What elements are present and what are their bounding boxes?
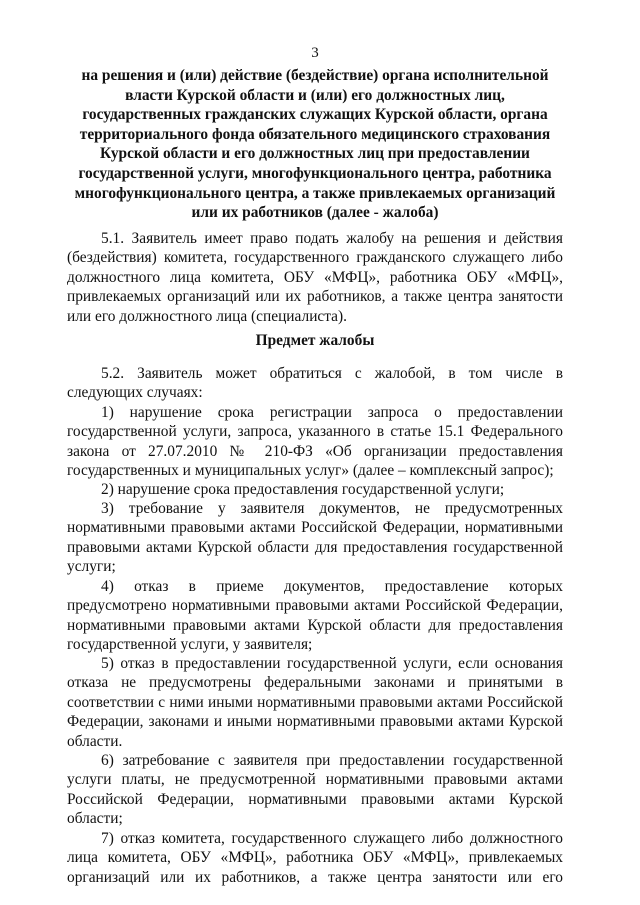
text-line: 4) отказ в приеме документов, предоставление которых: [101, 578, 563, 595]
text-line: привлекаемых организаций или их работников, а также центра занятости: [67, 288, 563, 306]
heading-line: многофункционального центра, а также привлекаемых организаций: [74, 184, 556, 202]
list-item-6: [67, 751, 563, 829]
text-line: 7) отказ комитета, государственного служащего либо должностного: [101, 830, 563, 847]
text-line: должностного лица комитета, ОБУ «МФЦ», работника ОБУ «МФЦ»,: [67, 268, 563, 286]
heading-line: Курской области и его должностных лиц при предоставлении: [100, 145, 530, 163]
text-line: 5.1. Заявитель имеет право подать жалобу на решения и действия: [101, 230, 563, 247]
text-line: 3) требование у заявителя документов, не предусмотренных: [101, 500, 563, 517]
text-line: закона от 27.07.2010 № 210-ФЗ «Об организации предоставления: [67, 442, 563, 460]
text-line: государственной услуги, запроса, указанного в статье 15.1 Федерального: [67, 423, 563, 441]
list-item-1: [67, 403, 563, 481]
text-line: услуги платы, не предусмотренной нормативными правовыми актами: [67, 771, 563, 789]
text-line: 6) затребование с заявителя при предоставлении государственной: [101, 752, 563, 769]
list-item-7: [67, 829, 563, 887]
text-line: лица комитета, ОБУ «МФЦ», работника ОБУ «МФЦ», привлекаемых: [67, 849, 563, 867]
document-heading: [67, 66, 563, 223]
list-item-3: [67, 499, 563, 577]
text-line: следующих случаях:: [67, 384, 203, 402]
page-number: 3: [311, 45, 319, 61]
text-line: 1) нарушение срока регистрации запроса о предоставлении: [101, 404, 563, 421]
paragraph-5-2: [67, 364, 563, 403]
text-line: государственных и муниципальных услуг» (далее – комплексный запрос);: [67, 462, 554, 480]
heading-line: государственных гражданских служащих Курской области, органа: [82, 106, 548, 124]
text-line: (бездействия) комитета, государственного гражданского служащего либо: [67, 249, 563, 267]
text-line: области.: [67, 732, 123, 750]
list-item-2: [67, 480, 563, 499]
list-item-4: [67, 577, 563, 655]
text-line: организаций или их работников, а также центра занятости или его: [67, 868, 563, 886]
text-line: 5.2. Заявитель может обратиться с жалобой, в том числе в: [101, 365, 563, 382]
heading-line: власти Курской области и (или) его должностных лиц,: [125, 86, 505, 104]
text-line: Российской Федерации, нормативными правовыми актами Курской: [67, 790, 563, 808]
heading-line: или их работников (далее - жалоба): [191, 204, 439, 222]
text-line: Федерации, законами и иными нормативными правовыми актами Курской: [67, 713, 563, 731]
text-line: отказа не предусмотрены федеральными законами и принятыми в: [67, 674, 563, 692]
heading-line: государственной услуги, многофункционального центра, работника: [78, 164, 552, 182]
text-line: или его должностного лица (специалиста).: [67, 307, 347, 325]
text-line: нормативными правовыми актами Российской Федерации, нормативными: [67, 519, 563, 537]
text-line: правовыми актами Курской области для предоставления государственной: [67, 538, 563, 556]
text-line: государственной услуги, у заявителя;: [67, 636, 313, 654]
heading-line: территориального фонда обязательного медицинского страхования: [79, 125, 551, 143]
text-line: услуги;: [67, 558, 116, 576]
document-page: [67, 0, 563, 905]
text-line: нормативными правовыми актами Курской области для предоставления: [67, 616, 563, 634]
heading-line: на решения и (или) действие (бездействие) органа исполнительной: [81, 67, 549, 84]
text-line: соответствии с ними иными нормативными правовыми актами Российской: [67, 693, 563, 711]
text-line: 2) нарушение срока предоставления государственной услуги;: [101, 481, 505, 498]
text-line: области;: [67, 810, 123, 828]
text-line: предусмотрено нормативными правовыми актами Российской Федерации,: [67, 597, 563, 615]
paragraph-5-1: [67, 229, 563, 326]
section-title: Предмет жалобы: [255, 332, 375, 349]
text-line: 5) отказ в предоставлении государственной услуги, если основания: [101, 655, 563, 672]
list-item-5: [67, 654, 563, 751]
